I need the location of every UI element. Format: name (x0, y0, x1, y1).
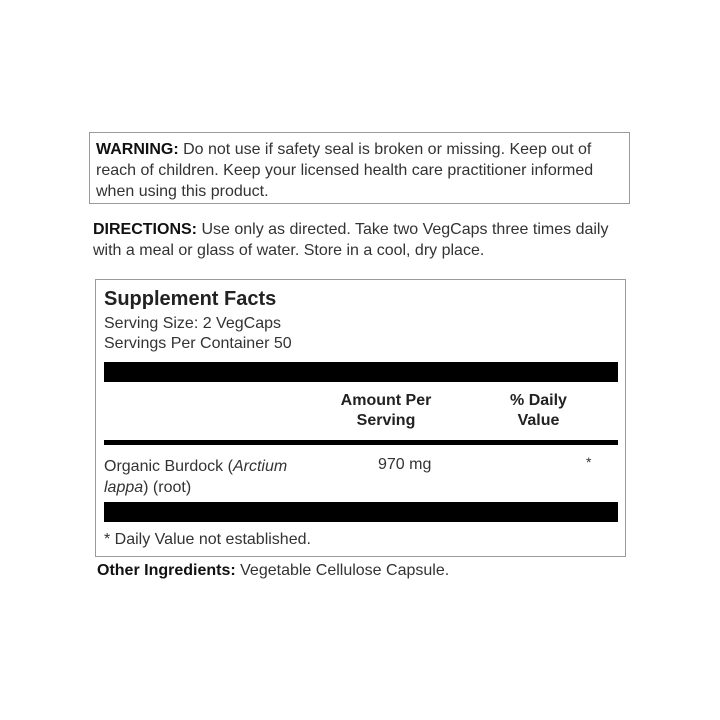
warning-label: WARNING: (96, 141, 179, 158)
directions-text: Use only as directed. Take two VegCaps three times daily with a meal or glass of water. Store in a cool, dry place. (93, 221, 609, 259)
ingredient-daily-value: * (586, 454, 592, 470)
amount-header-line2: Serving (356, 412, 416, 429)
other-ingredients-text: Vegetable Cellulose Capsule. (235, 562, 450, 579)
servings-per-container: Servings Per Container 50 (104, 335, 292, 352)
amount-per-serving-header (321, 391, 451, 431)
warning-text: Do not use if safety seal is broken or missing. Keep out of reach of children. Keep your licensed health care practitioner informed when using this product. (96, 141, 594, 200)
other-ingredients-label: Other Ingredients: (97, 562, 236, 579)
other-ingredients (97, 562, 449, 580)
ingredient-amount: 970 mg (378, 456, 432, 473)
directions (93, 219, 633, 261)
supplement-facts-title: Supplement Facts (104, 288, 277, 310)
serving-size: Serving Size: 2 VegCaps (104, 315, 281, 332)
top-divider-bar (104, 362, 618, 382)
ingredient-name-suffix: ) (root) (143, 479, 192, 496)
dv-header-line1: % Daily (510, 392, 567, 409)
dv-header-line2: Value (517, 412, 560, 429)
warning-box (89, 132, 630, 204)
supplement-facts-panel (95, 279, 626, 557)
ingredient-latin-name: Arctium lappa (104, 458, 288, 496)
ingredient-name (104, 456, 334, 498)
daily-value-footnote: * Daily Value not established. (104, 531, 311, 548)
daily-value-header (486, 391, 591, 431)
bottom-divider-bar (104, 502, 618, 522)
header-divider (104, 440, 618, 445)
directions-label: DIRECTIONS: (93, 221, 197, 238)
amount-header-line1: Amount Per (340, 392, 432, 409)
ingredient-name-prefix: Organic Burdock ( (104, 458, 233, 475)
